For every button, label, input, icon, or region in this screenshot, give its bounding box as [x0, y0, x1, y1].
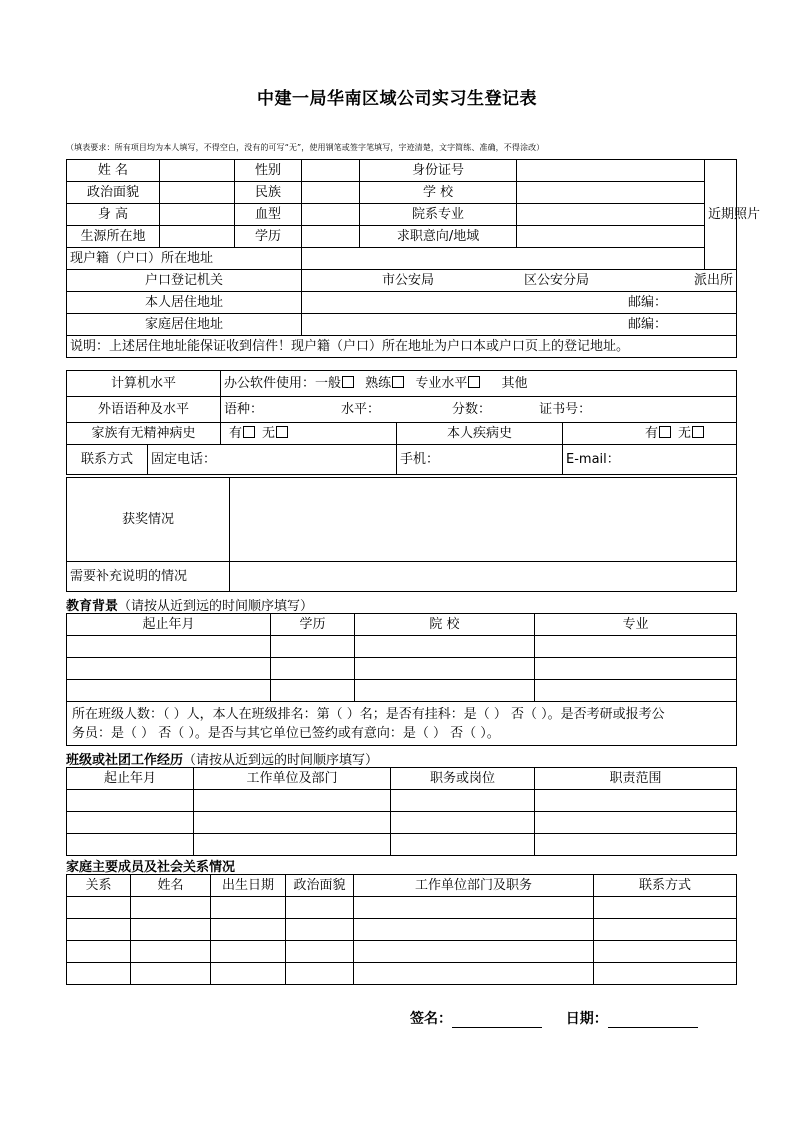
origin-field[interactable] [160, 226, 235, 248]
education-label: 学历 [235, 226, 302, 248]
landline-field[interactable] [148, 445, 397, 475]
family-mental-field[interactable] [221, 423, 397, 445]
own-address-field[interactable] [302, 292, 737, 314]
blood-type-label: 血型 [235, 204, 302, 226]
name-field[interactable] [160, 160, 235, 182]
home-postcode-label: 邮编： [628, 317, 668, 332]
professional-checkbox[interactable] [468, 376, 480, 388]
hukou-office-field[interactable] [302, 270, 737, 292]
table-row [67, 790, 737, 812]
date-label: 日期： [565, 1011, 608, 1027]
own-postcode-label: 邮编： [628, 295, 668, 310]
work-header-period: 起止年月 [67, 768, 194, 790]
extra-info-field[interactable] [230, 562, 737, 592]
family-mental-label: 家族有无精神病史 [67, 423, 221, 445]
basic-info-table [66, 159, 761, 358]
skilled-checkbox[interactable] [392, 376, 404, 388]
address-note: 说明：上述居住地址能保证收到信件！现户籍（户口）所在地址为户口本或户口页上的登记地址。 [67, 336, 737, 358]
id-number-field[interactable] [517, 160, 705, 182]
police-station-text: 派出所 [694, 273, 734, 288]
extra-info-label: 需要补充说明的情况 [67, 562, 230, 592]
family-section-title: 家庭主要成员及社会关系情况 [66, 860, 236, 875]
signature-area [410, 1008, 698, 1028]
work-section-title: 班级或社团工作经历（请按从近到远的时间顺序填写） [66, 753, 379, 768]
family-header-politics: 政治面貌 [286, 875, 354, 897]
edu-header-period: 起止年月 [67, 614, 271, 636]
education-note[interactable] [67, 702, 737, 746]
table-row [67, 812, 737, 834]
awards-field[interactable] [230, 478, 737, 562]
work-header-duty: 职责范围 [535, 768, 737, 790]
table-row [67, 963, 737, 985]
email-text: E-mail： [566, 452, 620, 467]
blood-type-field[interactable] [302, 204, 360, 226]
signature-label: 签名： [410, 1011, 452, 1027]
ethnicity-field[interactable] [302, 182, 360, 204]
name-label: 姓 名 [67, 160, 160, 182]
home-address-label: 家庭居住地址 [67, 314, 302, 336]
education-note-line-2: 务员：是（ ） 否（ ）。是否与其它单位已签约或有意向：是（ ） 否（ ）。 [72, 725, 500, 741]
home-address-field[interactable] [302, 314, 737, 336]
lang-type-text: 语种： [224, 402, 264, 417]
lang-level-text: 水平： [341, 402, 381, 417]
own-disease-label: 本人疾病史 [397, 423, 563, 445]
computer-level-label: 计算机水平 [67, 371, 221, 397]
family-yes-text: 有 [229, 426, 243, 441]
contact-label: 联系方式 [67, 445, 148, 475]
table-row [67, 834, 737, 856]
lang-score-text: 分数： [452, 402, 492, 417]
table-row [67, 636, 737, 658]
family-yes-checkbox[interactable] [243, 426, 255, 438]
gender-label: 性别 [235, 160, 302, 182]
landline-text: 固定电话： [151, 452, 217, 467]
table-row [67, 658, 737, 680]
own-yes-checkbox[interactable] [659, 426, 671, 438]
city-police-text: 市公安局 [382, 273, 435, 288]
hukou-office-label: 户口登记机关 [67, 270, 302, 292]
photo-box[interactable]: 近期照片 [705, 160, 737, 270]
origin-label: 生源所在地 [67, 226, 160, 248]
table-row [67, 897, 737, 919]
height-label: 身 高 [67, 204, 160, 226]
own-no-checkbox[interactable] [692, 426, 704, 438]
edu-header-degree: 学历 [271, 614, 355, 636]
work-table [66, 767, 737, 856]
family-header-contact: 联系方式 [594, 875, 737, 897]
edu-header-school: 院 校 [355, 614, 535, 636]
lang-cert-text: 证书号： [539, 402, 592, 417]
awards-table [66, 477, 737, 592]
education-note-line-1: 所在班级人数：（ ）人，本人在班级排名：第（ ）名；是否有挂科：是（ ） 否（ ）。是否考研或报考公 [72, 706, 665, 722]
work-header-unit: 工作单位及部门 [194, 768, 391, 790]
family-header-work: 工作单位部门及职务 [354, 875, 594, 897]
professional-text: 专业水平 [415, 376, 468, 391]
office-software-text: 办公软件使用：一般 [224, 376, 342, 391]
education-table [66, 613, 737, 746]
education-section-title: 教育背景（请按从近到远的时间顺序填写） [66, 599, 314, 614]
signature-line[interactable] [452, 1013, 542, 1028]
language-label: 外语语种及水平 [67, 397, 221, 423]
politics-field[interactable] [160, 182, 235, 204]
mobile-field[interactable] [397, 445, 563, 475]
family-table [66, 874, 737, 985]
own-address-label: 本人居住地址 [67, 292, 302, 314]
other-text: 其他 [501, 376, 528, 391]
district-police-text: 区公安分局 [524, 273, 590, 288]
edu-header-major: 专业 [535, 614, 737, 636]
department-field[interactable] [517, 204, 705, 226]
education-field[interactable] [302, 226, 360, 248]
awards-label: 获奖情况 [67, 478, 230, 562]
fill-requirements: （填表要求：所有项目均为本人填写，不得空白，没有的可写“无”，使用钢笔或签字笔填写，字迹清楚，文字简练、准确，不得涂改） [66, 143, 545, 152]
school-field[interactable] [517, 182, 705, 204]
politics-label: 政治面貌 [67, 182, 160, 204]
hukou-address-field[interactable] [302, 248, 705, 270]
id-number-label: 身份证号 [360, 160, 517, 182]
language-field[interactable] [221, 397, 737, 423]
form-title: 中建一局华南区域公司实习生登记表 [257, 89, 537, 109]
family-header-birth: 出生日期 [211, 875, 286, 897]
work-header-position: 职务或岗位 [391, 768, 535, 790]
intention-label: 求职意向/地域 [360, 226, 517, 248]
general-checkbox[interactable] [342, 376, 354, 388]
table-row [67, 919, 737, 941]
table-row [67, 680, 737, 702]
height-field[interactable] [160, 204, 235, 226]
family-header-relation: 关系 [67, 875, 131, 897]
own-no-text: 无 [678, 426, 692, 441]
date-line[interactable] [608, 1013, 698, 1028]
department-label: 院系专业 [360, 204, 517, 226]
family-header-name: 姓名 [131, 875, 211, 897]
hukou-address-label: 现户籍（户口）所在地址 [67, 248, 302, 270]
computer-level-field[interactable] [221, 371, 737, 397]
skills-table [66, 370, 737, 475]
email-field[interactable] [563, 445, 737, 475]
family-no-text: 无 [262, 426, 276, 441]
family-no-checkbox[interactable] [276, 426, 288, 438]
intention-field[interactable] [517, 226, 705, 248]
school-label: 学 校 [360, 182, 517, 204]
own-yes-text: 有 [645, 426, 659, 441]
own-disease-field[interactable] [563, 423, 737, 445]
table-row [67, 941, 737, 963]
mobile-text: 手机： [400, 452, 440, 467]
skilled-text: 熟练 [365, 376, 392, 391]
gender-field[interactable] [302, 160, 360, 182]
ethnicity-label: 民族 [235, 182, 302, 204]
